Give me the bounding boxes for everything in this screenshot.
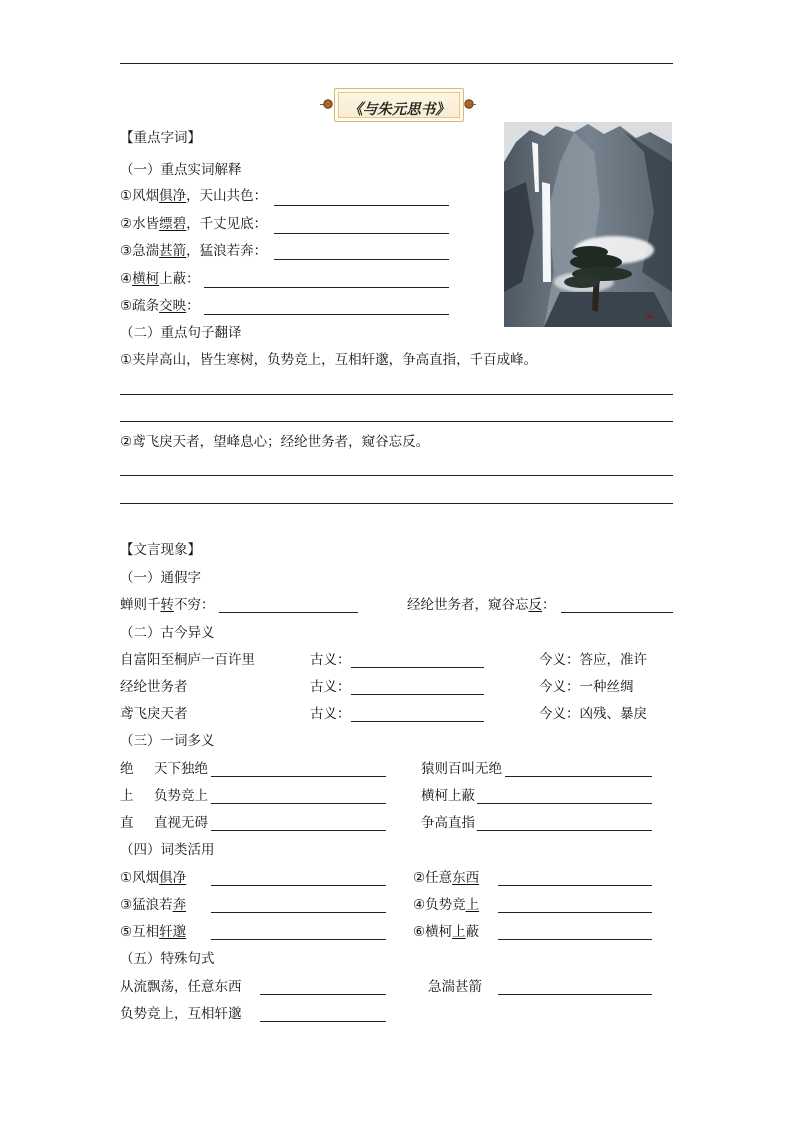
answer-blank-polysemy-3b[interactable] (477, 830, 652, 831)
gujin-modern-2: 今义：一种丝绸 (539, 679, 634, 695)
tongjia-item-1: 蝉则千转不穷： (120, 597, 215, 613)
word-item-5: ⑤疏条交映： (120, 298, 200, 314)
marked-word: 上 (465, 897, 480, 913)
answer-blank-polysemy-1a[interactable] (211, 776, 386, 777)
special-item-3: 负势竞上，互相轩邈 (120, 1006, 242, 1022)
answer-blank-conversion-2[interactable] (498, 885, 652, 886)
answer-blank-tongjia-1[interactable] (219, 612, 358, 613)
gujin-ancient-label-3: 古义： (310, 706, 351, 722)
marked-word: 反 (528, 597, 542, 613)
answer-blank-conversion-6[interactable] (498, 939, 652, 940)
tongjia-item-2: 经纶世务者，窥谷忘反： (407, 597, 556, 613)
conversion-item-2: ②任意东西 (413, 870, 480, 886)
polysemy-word-1: 绝 (120, 761, 134, 777)
conversion-item-4: ④负势竞上 (413, 897, 480, 913)
word-item-3: ③急湍甚箭，猛浪若奔： (120, 243, 268, 259)
polysemy-example-1a: 天下独绝 (154, 761, 208, 777)
gujin-ancient-label-1: 古义： (310, 652, 351, 668)
conversion-item-3: ③猛浪若奔 (120, 897, 187, 913)
answer-blank-word-5[interactable] (204, 314, 449, 315)
polysemy-example-3a: 直视无碍 (154, 815, 208, 831)
marked-word: 俱净 (159, 870, 187, 886)
answer-blank-tongjia-2[interactable] (561, 612, 673, 613)
special-item-2: 急湍甚箭 (428, 979, 482, 995)
answer-blank-polysemy-2a[interactable] (211, 803, 386, 804)
translation-line-1a[interactable] (120, 394, 673, 395)
subsection-special-syntax-heading: （五）特殊句式 (120, 951, 215, 967)
translation-sentence-1: ①夹岸高山，皆生寒树，负势竞上，互相轩邈，争高直指，千百成峰。 (120, 352, 538, 368)
page-top-rule (120, 63, 673, 64)
gujin-phrase-2: 经纶世务者 (120, 679, 188, 695)
title-ornament-left-icon (323, 99, 333, 109)
word-item-1: ①风烟俱净，天山共色： (120, 188, 268, 204)
polysemy-example-2a: 负势竞上 (154, 788, 208, 804)
answer-blank-polysemy-1b[interactable] (505, 776, 652, 777)
page-title: 《与朱元思书》 (348, 101, 450, 118)
subsection-tongjia-heading: （一）通假字 (120, 570, 201, 586)
answer-blank-conversion-1[interactable] (211, 885, 386, 886)
subsection-gujin-heading: （二）古今异义 (120, 625, 215, 641)
answer-blank-gujin-2[interactable] (351, 694, 484, 695)
conversion-item-5: ⑤互相轩邈 (120, 924, 187, 940)
gujin-modern-1: 今义：答应，准许 (539, 652, 647, 668)
subsection-notional-words-heading: （一）重点实词解释 (120, 162, 242, 178)
answer-blank-polysemy-2b[interactable] (477, 803, 652, 804)
answer-blank-conversion-5[interactable] (211, 939, 386, 940)
gujin-phrase-1: 自富阳至桐庐一百许里 (120, 652, 255, 668)
gujin-phrase-3: 鸢飞戾天者 (120, 706, 188, 722)
marked-word: 东西 (452, 870, 480, 886)
gujin-modern-3: 今义：凶残、暴戾 (539, 706, 647, 722)
section-phenomena-heading: 【文言现象】 (120, 542, 201, 558)
polysemy-example-1b: 猿则百叫无绝 (421, 761, 502, 777)
answer-blank-special-3[interactable] (260, 1021, 386, 1022)
word-item-4: ④横柯上蔽： (120, 271, 200, 287)
translation-line-1b[interactable] (120, 421, 673, 422)
marked-word: 转 (160, 597, 174, 613)
conversion-item-1: ①风烟俱净 (120, 870, 187, 886)
word-item-2: ②水皆缥碧，千丈见底： (120, 216, 268, 232)
marked-word: 俱净 (159, 188, 187, 204)
answer-blank-gujin-3[interactable] (351, 721, 484, 722)
subsection-sentence-translation-heading: （二）重点句子翻译 (120, 325, 242, 341)
subsection-conversion-heading: （四）词类活用 (120, 842, 215, 858)
answer-blank-polysemy-3a[interactable] (211, 830, 386, 831)
translation-sentence-2: ②鸢飞戾天者，望峰息心；经纶世务者，窥谷忘反。 (120, 434, 430, 450)
answer-blank-special-2[interactable] (498, 994, 652, 995)
marked-word: 甚箭 (159, 243, 187, 259)
answer-blank-conversion-3[interactable] (211, 912, 386, 913)
answer-blank-word-1[interactable] (274, 205, 449, 206)
translation-line-2b[interactable] (120, 503, 673, 504)
polysemy-example-3b: 争高直指 (421, 815, 475, 831)
title-ornament-right-line (470, 104, 476, 105)
marked-word: 缥碧 (159, 216, 187, 232)
conversion-item-6: ⑥横柯上蔽 (413, 924, 480, 940)
gujin-ancient-label-2: 古义： (310, 679, 351, 695)
answer-blank-conversion-4[interactable] (498, 912, 652, 913)
answer-blank-word-2[interactable] (274, 233, 449, 234)
marked-word: 轩邈 (159, 924, 187, 940)
marked-word: 横柯 (132, 271, 160, 287)
polysemy-word-3: 直 (120, 815, 134, 831)
marked-word: 上 (452, 924, 466, 940)
translation-line-2a[interactable] (120, 475, 673, 476)
section-key-words-heading: 【重点字词】 (120, 130, 201, 146)
polysemy-word-2: 上 (120, 788, 134, 804)
special-item-1: 从流飘荡，任意东西 (120, 979, 242, 995)
polysemy-example-2b: 横柯上蔽 (421, 788, 475, 804)
answer-blank-word-3[interactable] (274, 259, 449, 260)
marked-word: 交映 (159, 298, 187, 314)
marked-word: 奔 (172, 897, 187, 913)
title-cartouche (334, 88, 464, 122)
landscape-painting-image (504, 122, 672, 327)
answer-blank-word-4[interactable] (204, 287, 449, 288)
subsection-polysemy-heading: （三）一词多义 (120, 733, 215, 749)
answer-blank-special-1[interactable] (260, 994, 386, 995)
answer-blank-gujin-1[interactable] (351, 667, 484, 668)
